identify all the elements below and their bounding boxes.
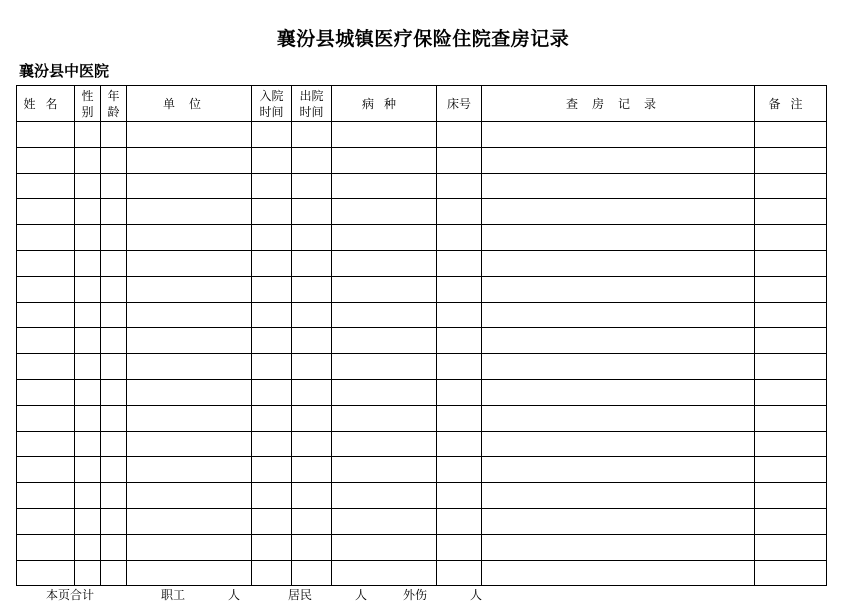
table-cell[interactable] xyxy=(292,560,332,586)
table-body xyxy=(17,122,827,586)
staff-unit: 人 xyxy=(228,588,241,602)
table-cell[interactable] xyxy=(101,560,127,586)
table-cell[interactable] xyxy=(17,328,75,354)
table-cell[interactable] xyxy=(101,457,127,483)
resident-unit: 人 xyxy=(355,588,368,602)
page-title: 襄汾县城镇医疗保险住院查房记录 xyxy=(276,28,570,50)
table-cell[interactable] xyxy=(17,534,75,560)
table-cell[interactable] xyxy=(437,250,482,276)
table-cell[interactable] xyxy=(17,457,75,483)
table-cell[interactable] xyxy=(17,508,75,534)
table-cell[interactable] xyxy=(17,250,75,276)
header-row xyxy=(17,86,827,122)
col-header-age: 年 龄 xyxy=(101,86,127,122)
page-total-label: 本页合计 xyxy=(46,588,95,602)
table-cell[interactable] xyxy=(252,147,292,173)
table-cell[interactable] xyxy=(252,250,292,276)
table-cell[interactable] xyxy=(332,354,437,380)
table-cell[interactable] xyxy=(101,302,127,328)
table-cell[interactable] xyxy=(482,199,755,225)
table-cell[interactable] xyxy=(17,122,75,148)
table-row xyxy=(17,147,827,173)
table-cell[interactable] xyxy=(437,405,482,431)
table-cell[interactable] xyxy=(75,354,101,380)
table-cell[interactable] xyxy=(127,173,252,199)
resident-label: 居民 xyxy=(288,588,313,602)
table-cell[interactable] xyxy=(101,250,127,276)
table-cell[interactable] xyxy=(252,225,292,251)
table-cell[interactable] xyxy=(332,483,437,509)
table-cell[interactable] xyxy=(332,302,437,328)
table-cell[interactable] xyxy=(101,122,127,148)
table-cell[interactable] xyxy=(755,379,827,405)
table-row xyxy=(17,483,827,509)
table-cell[interactable] xyxy=(437,199,482,225)
col-header-bed: 床号 xyxy=(437,86,482,122)
table-cell[interactable] xyxy=(17,302,75,328)
col-header-admit-time: 入院 时间 xyxy=(252,86,292,122)
table-cell[interactable] xyxy=(292,122,332,148)
table-cell[interactable] xyxy=(292,508,332,534)
table-cell[interactable] xyxy=(127,534,252,560)
table-cell[interactable] xyxy=(332,431,437,457)
col-header-name: 姓名 xyxy=(17,86,75,122)
table-cell[interactable] xyxy=(755,225,827,251)
rounds-record-table xyxy=(16,85,827,586)
table-cell[interactable] xyxy=(75,225,101,251)
table-cell[interactable] xyxy=(17,431,75,457)
table-cell[interactable] xyxy=(101,431,127,457)
table-cell[interactable] xyxy=(437,302,482,328)
table-cell[interactable] xyxy=(292,354,332,380)
table-cell[interactable] xyxy=(755,199,827,225)
table-cell[interactable] xyxy=(75,534,101,560)
table-cell[interactable] xyxy=(292,302,332,328)
table-cell[interactable] xyxy=(127,250,252,276)
table-row xyxy=(17,354,827,380)
table-cell[interactable] xyxy=(127,122,252,148)
table-cell[interactable] xyxy=(127,328,252,354)
table-cell[interactable] xyxy=(75,560,101,586)
table-cell[interactable] xyxy=(292,250,332,276)
table-cell[interactable] xyxy=(127,147,252,173)
table-cell[interactable] xyxy=(127,457,252,483)
table-cell[interactable] xyxy=(17,483,75,509)
table-cell[interactable] xyxy=(437,147,482,173)
table-cell[interactable] xyxy=(755,250,827,276)
table-row xyxy=(17,302,827,328)
table-cell[interactable] xyxy=(101,483,127,509)
table-cell[interactable] xyxy=(252,483,292,509)
table-cell[interactable] xyxy=(482,379,755,405)
table-cell[interactable] xyxy=(755,534,827,560)
table-cell[interactable] xyxy=(75,199,101,225)
table-cell[interactable] xyxy=(127,405,252,431)
table-cell[interactable] xyxy=(755,147,827,173)
table-cell[interactable] xyxy=(292,534,332,560)
injury-unit: 人 xyxy=(470,588,483,602)
col-header-disease: 病种 xyxy=(332,86,437,122)
table-cell[interactable] xyxy=(101,147,127,173)
table-cell[interactable] xyxy=(482,173,755,199)
table-cell[interactable] xyxy=(252,122,292,148)
table-cell[interactable] xyxy=(332,379,437,405)
table-cell[interactable] xyxy=(332,225,437,251)
table-cell[interactable] xyxy=(482,405,755,431)
table-cell[interactable] xyxy=(482,302,755,328)
table-cell[interactable] xyxy=(75,328,101,354)
table-cell[interactable] xyxy=(75,276,101,302)
table-cell[interactable] xyxy=(127,431,252,457)
table-cell[interactable] xyxy=(482,431,755,457)
table-cell[interactable] xyxy=(482,250,755,276)
table-cell[interactable] xyxy=(252,173,292,199)
table-cell[interactable] xyxy=(482,457,755,483)
table-cell[interactable] xyxy=(17,354,75,380)
table-row xyxy=(17,534,827,560)
table-cell[interactable] xyxy=(252,379,292,405)
table-cell[interactable] xyxy=(332,250,437,276)
table-cell[interactable] xyxy=(101,328,127,354)
table-cell[interactable] xyxy=(292,431,332,457)
table-cell[interactable] xyxy=(127,199,252,225)
staff-label: 职工 xyxy=(161,588,186,602)
table-row xyxy=(17,276,827,302)
table-cell[interactable] xyxy=(17,147,75,173)
table-cell[interactable] xyxy=(437,560,482,586)
table-cell[interactable] xyxy=(482,534,755,560)
table-cell[interactable] xyxy=(17,276,75,302)
table-cell[interactable] xyxy=(252,405,292,431)
table-cell[interactable] xyxy=(332,405,437,431)
table-cell[interactable] xyxy=(755,457,827,483)
table-cell[interactable] xyxy=(755,483,827,509)
table-row xyxy=(17,431,827,457)
table-cell[interactable] xyxy=(252,431,292,457)
table-cell[interactable] xyxy=(482,354,755,380)
table-cell[interactable] xyxy=(252,457,292,483)
table-cell[interactable] xyxy=(127,483,252,509)
table-cell[interactable] xyxy=(75,431,101,457)
table-row xyxy=(17,328,827,354)
col-header-note: 备注 xyxy=(755,86,827,122)
table-cell[interactable] xyxy=(75,147,101,173)
table-cell[interactable] xyxy=(755,328,827,354)
hospital-name: 襄汾县中医院 xyxy=(19,62,110,80)
table-cell[interactable] xyxy=(482,560,755,586)
table-cell[interactable] xyxy=(252,276,292,302)
table-cell[interactable] xyxy=(755,405,827,431)
table-cell[interactable] xyxy=(75,379,101,405)
table-row xyxy=(17,122,827,148)
table-cell[interactable] xyxy=(17,199,75,225)
table-cell[interactable] xyxy=(101,199,127,225)
table-cell[interactable] xyxy=(127,379,252,405)
table-cell[interactable] xyxy=(17,173,75,199)
table-cell[interactable] xyxy=(332,199,437,225)
table-cell[interactable] xyxy=(127,508,252,534)
table-cell[interactable] xyxy=(292,379,332,405)
table-cell[interactable] xyxy=(437,173,482,199)
table-cell[interactable] xyxy=(332,122,437,148)
col-header-discharge-time: 出院 时间 xyxy=(292,86,332,122)
table-cell[interactable] xyxy=(437,328,482,354)
table-cell[interactable] xyxy=(437,483,482,509)
table-cell[interactable] xyxy=(437,276,482,302)
table-cell[interactable] xyxy=(75,508,101,534)
page-summary xyxy=(0,586,846,606)
table-cell[interactable] xyxy=(101,354,127,380)
table-cell[interactable] xyxy=(127,354,252,380)
table-cell[interactable] xyxy=(437,225,482,251)
table-cell[interactable] xyxy=(437,534,482,560)
table-row xyxy=(17,250,827,276)
table-row xyxy=(17,199,827,225)
table-cell[interactable] xyxy=(292,225,332,251)
table-cell[interactable] xyxy=(292,147,332,173)
table-cell[interactable] xyxy=(332,328,437,354)
table-cell[interactable] xyxy=(482,225,755,251)
table-cell[interactable] xyxy=(332,560,437,586)
table-cell[interactable] xyxy=(437,354,482,380)
table-cell[interactable] xyxy=(75,483,101,509)
table-cell[interactable] xyxy=(332,508,437,534)
table-cell[interactable] xyxy=(482,147,755,173)
table-cell[interactable] xyxy=(252,508,292,534)
table-cell[interactable] xyxy=(292,457,332,483)
table-cell[interactable] xyxy=(755,508,827,534)
table-cell[interactable] xyxy=(252,534,292,560)
table-cell[interactable] xyxy=(127,276,252,302)
table-cell[interactable] xyxy=(332,173,437,199)
table-cell[interactable] xyxy=(252,199,292,225)
table-cell[interactable] xyxy=(332,534,437,560)
table-cell[interactable] xyxy=(17,405,75,431)
table-cell[interactable] xyxy=(755,276,827,302)
table-row xyxy=(17,225,827,251)
table-cell[interactable] xyxy=(755,431,827,457)
table-cell[interactable] xyxy=(17,379,75,405)
table-row xyxy=(17,379,827,405)
table-cell[interactable] xyxy=(75,122,101,148)
table-cell[interactable] xyxy=(755,122,827,148)
table-row xyxy=(17,173,827,199)
table-cell[interactable] xyxy=(101,379,127,405)
table-cell[interactable] xyxy=(75,173,101,199)
table-cell[interactable] xyxy=(332,457,437,483)
table-cell[interactable] xyxy=(482,508,755,534)
table-cell[interactable] xyxy=(437,508,482,534)
table-cell[interactable] xyxy=(292,405,332,431)
table-cell[interactable] xyxy=(252,328,292,354)
table-cell[interactable] xyxy=(437,379,482,405)
table-row xyxy=(17,508,827,534)
table-cell[interactable] xyxy=(755,173,827,199)
table-cell[interactable] xyxy=(482,328,755,354)
table-cell[interactable] xyxy=(101,508,127,534)
table-row xyxy=(17,457,827,483)
table-cell[interactable] xyxy=(75,250,101,276)
table-cell[interactable] xyxy=(75,302,101,328)
injury-label: 外伤 xyxy=(403,588,428,602)
col-header-unit: 单位 xyxy=(127,86,252,122)
table-cell[interactable] xyxy=(75,457,101,483)
table-cell[interactable] xyxy=(252,560,292,586)
table-cell[interactable] xyxy=(17,225,75,251)
table-cell[interactable] xyxy=(292,483,332,509)
table-cell[interactable] xyxy=(101,276,127,302)
table-cell[interactable] xyxy=(17,560,75,586)
table-cell[interactable] xyxy=(101,225,127,251)
table-cell[interactable] xyxy=(127,302,252,328)
table-cell[interactable] xyxy=(252,302,292,328)
table-cell[interactable] xyxy=(437,431,482,457)
table-cell[interactable] xyxy=(332,276,437,302)
table-cell[interactable] xyxy=(292,328,332,354)
table-cell[interactable] xyxy=(482,483,755,509)
table-cell[interactable] xyxy=(332,147,437,173)
table-row xyxy=(17,405,827,431)
table-cell[interactable] xyxy=(292,199,332,225)
table-cell[interactable] xyxy=(755,560,827,586)
table-cell[interactable] xyxy=(101,534,127,560)
table-cell[interactable] xyxy=(75,405,101,431)
table-cell[interactable] xyxy=(127,225,252,251)
table-cell[interactable] xyxy=(755,354,827,380)
table-cell[interactable] xyxy=(292,276,332,302)
table-cell[interactable] xyxy=(101,173,127,199)
table-cell[interactable] xyxy=(127,560,252,586)
col-header-sex: 性 别 xyxy=(75,86,101,122)
table-cell[interactable] xyxy=(755,302,827,328)
table-cell[interactable] xyxy=(292,173,332,199)
table-cell[interactable] xyxy=(437,457,482,483)
table-cell[interactable] xyxy=(252,354,292,380)
table-cell[interactable] xyxy=(101,405,127,431)
table-cell[interactable] xyxy=(482,276,755,302)
table-row xyxy=(17,560,827,586)
col-header-record: 查房记录 xyxy=(482,86,755,122)
table-cell[interactable] xyxy=(482,122,755,148)
table-cell[interactable] xyxy=(437,122,482,148)
